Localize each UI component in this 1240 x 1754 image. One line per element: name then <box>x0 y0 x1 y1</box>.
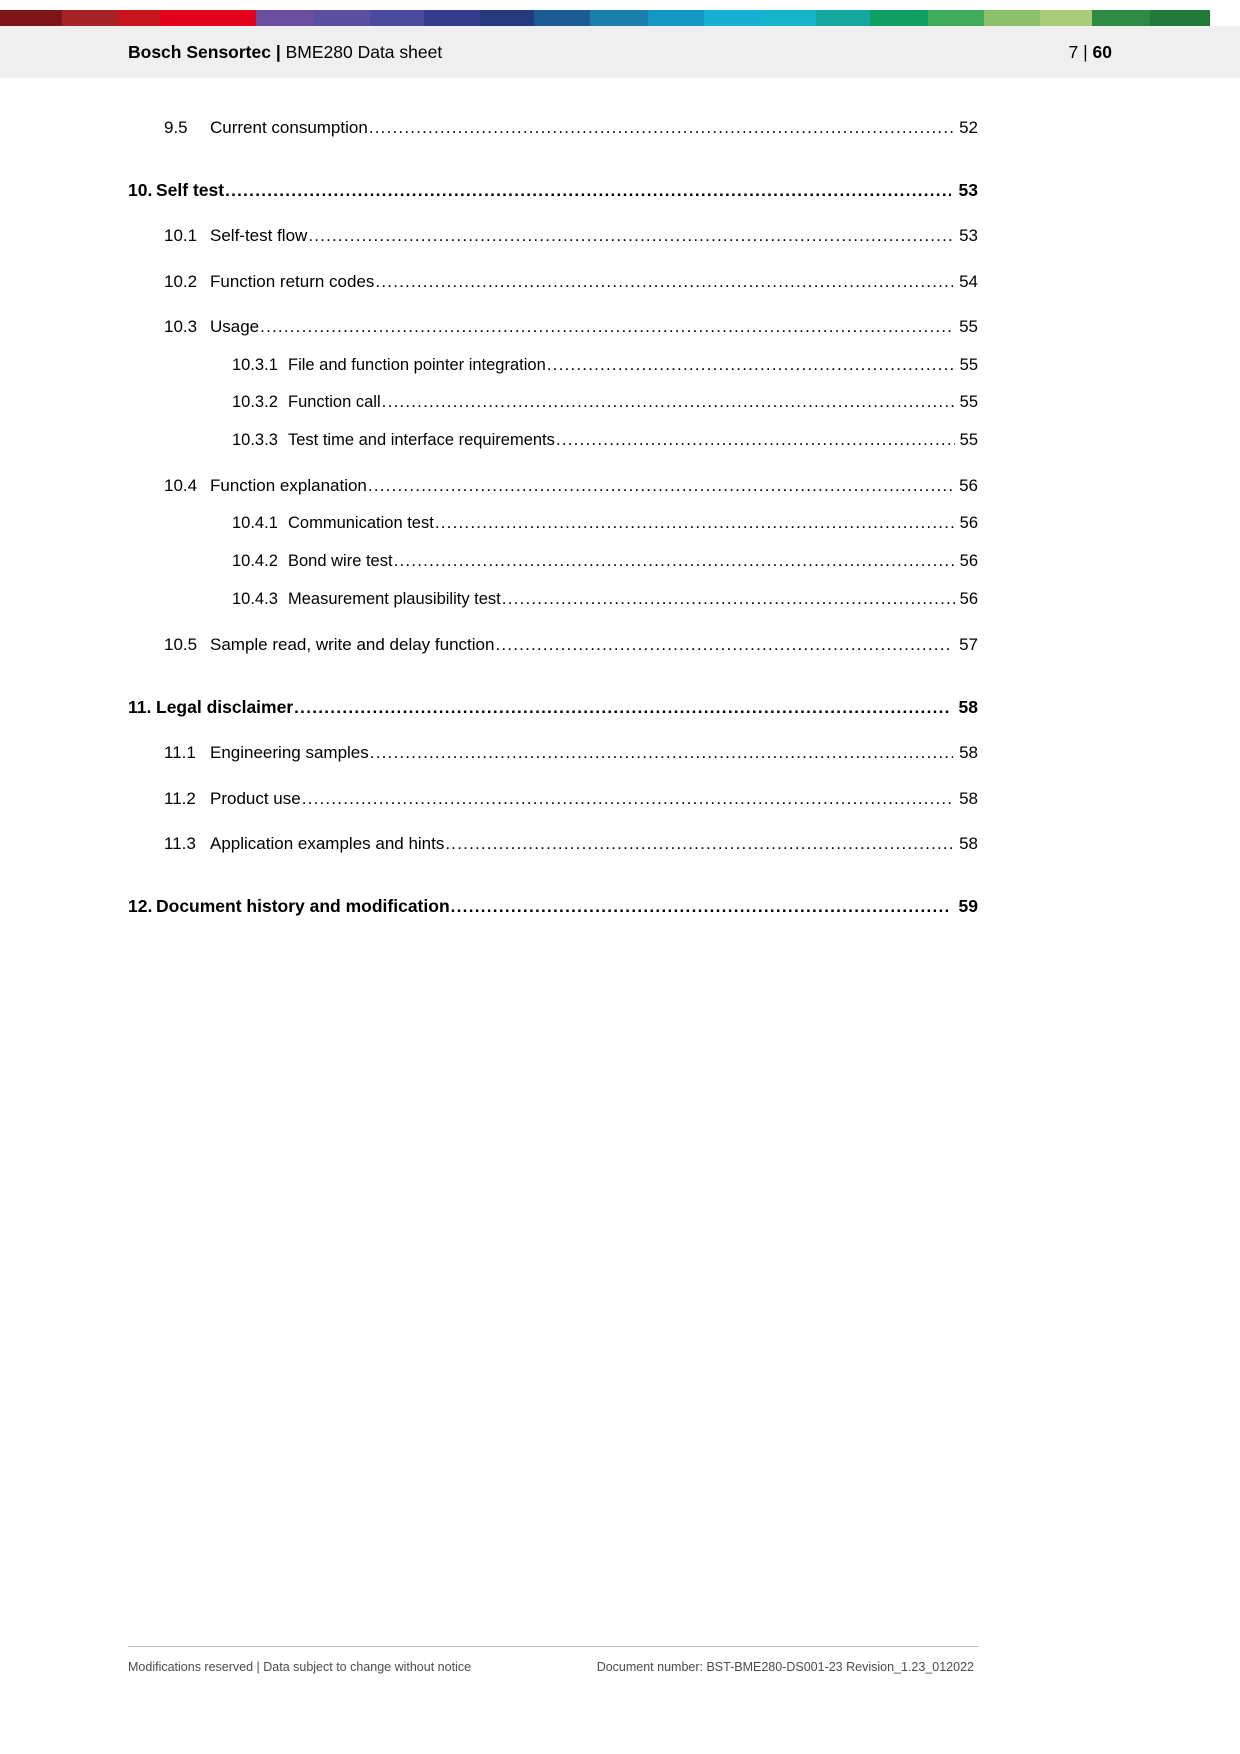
toc-entry-number: 10.3.1 <box>232 355 278 374</box>
toc-leader-dots <box>435 514 955 531</box>
color-bar-segment-21 <box>1150 10 1210 26</box>
color-bar-segment-17 <box>928 10 984 26</box>
header-document-title <box>128 42 442 63</box>
color-bar-segment-4 <box>160 10 256 26</box>
toc-entry[interactable] <box>128 118 978 138</box>
toc-entry[interactable] <box>128 226 978 246</box>
toc-entry-page: 55 <box>959 393 978 412</box>
toc-leader-dots <box>294 699 951 717</box>
toc-entry[interactable] <box>128 697 978 718</box>
toc-entry-title: File and function pointer integration <box>288 355 546 374</box>
toc-entry-page: 56 <box>959 589 978 608</box>
color-bar-segment-7 <box>370 10 424 26</box>
table-of-contents <box>128 118 978 917</box>
toc-entry[interactable] <box>128 431 978 451</box>
toc-entry-number: 10.3.3 <box>232 431 278 450</box>
toc-entry-title: Self-test flow <box>210 226 308 246</box>
header-doc-name: BME280 Data sheet <box>280 41 443 62</box>
toc-entry-number: 11. <box>128 697 152 718</box>
toc-entry[interactable] <box>128 317 978 337</box>
toc-entry[interactable] <box>128 180 978 201</box>
color-bar-segment-14 <box>762 10 816 26</box>
toc-leader-dots <box>445 835 953 852</box>
toc-entry[interactable] <box>128 393 978 413</box>
toc-entry-title: Communication test <box>288 514 434 533</box>
toc-entry-number: 10.4.1 <box>232 514 278 533</box>
color-bar-segment-6 <box>314 10 370 26</box>
toc-entry-number: 10.4.3 <box>232 589 278 608</box>
page-header <box>0 26 1240 78</box>
toc-entry-page: 59 <box>958 896 978 917</box>
toc-leader-dots <box>394 552 955 569</box>
toc-entry[interactable] <box>128 356 978 376</box>
toc-entry[interactable] <box>128 272 978 292</box>
toc-entry[interactable] <box>128 514 978 534</box>
toc-entry-title: Function call <box>288 393 381 412</box>
toc-entry[interactable] <box>128 789 978 809</box>
toc-entry-title: Legal disclaimer <box>156 697 294 718</box>
toc-entry[interactable] <box>128 896 978 917</box>
toc-entry-page: 58 <box>959 833 978 853</box>
toc-entry-page: 55 <box>959 317 978 337</box>
color-bar-segment-16 <box>870 10 928 26</box>
toc-leader-dots <box>302 790 953 807</box>
toc-entry-title: Test time and interface requirements <box>288 431 555 450</box>
toc-leader-dots <box>382 393 955 410</box>
toc-entry-number: 11.3 <box>164 833 196 853</box>
toc-entry-title: Application examples and hints <box>210 833 445 853</box>
toc-entry-number: 11.2 <box>164 788 196 808</box>
toc-leader-dots <box>260 318 953 335</box>
toc-entry-title: Document history and modification <box>156 896 450 917</box>
toc-entry[interactable] <box>128 834 978 854</box>
toc-entry-page: 52 <box>959 118 978 137</box>
footer-disclaimer: Modifications reserved | Data subject to change without notice <box>128 1660 472 1674</box>
color-bar-segment-13 <box>704 10 762 26</box>
toc-leader-dots <box>308 227 953 244</box>
toc-entry[interactable] <box>128 635 978 655</box>
footer-document-number: Document number: BST-BME280-DS001-23 Revision_1.23_012022 <box>596 1660 974 1674</box>
toc-entry[interactable] <box>128 743 978 763</box>
footer-divider <box>128 1646 978 1647</box>
color-bar-segment-3 <box>118 10 160 26</box>
toc-entry-number: 10.4.2 <box>232 552 278 571</box>
toc-entry-number: 10.4 <box>164 475 198 495</box>
toc-leader-dots <box>225 182 951 200</box>
toc-entry-number: 10.5 <box>164 634 198 654</box>
toc-entry-number: 10.2 <box>164 271 198 291</box>
toc-leader-dots <box>451 898 951 916</box>
page-footer <box>128 1660 978 1674</box>
toc-entry-title: Engineering samples <box>210 743 369 763</box>
toc-leader-dots <box>502 590 955 607</box>
color-bar-segment-15 <box>816 10 870 26</box>
toc-entry-title: Product use <box>210 788 301 808</box>
toc-entry-title: Bond wire test <box>288 552 393 571</box>
color-bar-segment-9 <box>480 10 534 26</box>
color-bar-segment-5 <box>256 10 314 26</box>
toc-entry-number: 10.1 <box>164 226 198 246</box>
toc-entry-page: 56 <box>959 475 978 495</box>
toc-entry-number: 12. <box>128 896 153 917</box>
toc-entry-page: 56 <box>959 514 978 533</box>
color-bar-segment-1 <box>0 10 62 26</box>
color-bar-segment-18 <box>984 10 1040 26</box>
toc-entry-page: 56 <box>959 552 978 571</box>
color-bar-segment-12 <box>648 10 704 26</box>
toc-entry[interactable] <box>128 476 978 496</box>
toc-entry[interactable] <box>128 552 978 572</box>
toc-entry-page: 58 <box>958 697 978 718</box>
header-page-current: 7 | <box>1068 41 1093 62</box>
toc-entry-number: 10. <box>128 180 153 201</box>
toc-leader-dots <box>556 431 955 448</box>
toc-entry-title: Current consumption <box>210 118 368 137</box>
toc-entry-page: 53 <box>958 180 978 201</box>
toc-entry-page: 55 <box>959 431 978 450</box>
toc-entry-page: 57 <box>959 634 978 654</box>
toc-leader-dots <box>368 477 953 494</box>
toc-entry-page: 58 <box>959 743 978 763</box>
brand-color-bar <box>0 10 1240 26</box>
color-bar-segment-10 <box>534 10 590 26</box>
header-brand: Bosch Sensortec | <box>128 41 281 62</box>
toc-entry-number: 11.1 <box>164 743 196 763</box>
toc-leader-dots <box>375 273 953 290</box>
color-bar-segment-20 <box>1092 10 1150 26</box>
toc-entry-title: Sample read, write and delay function <box>210 634 495 654</box>
toc-entry-page: 55 <box>959 355 978 374</box>
toc-entry[interactable] <box>128 590 978 610</box>
toc-entry-title: Usage <box>210 317 260 337</box>
toc-entry-title: Self test <box>156 180 225 201</box>
toc-leader-dots <box>547 356 955 373</box>
toc-entry-title: Measurement plausibility test <box>288 589 501 608</box>
toc-entry-number: 10.3.2 <box>232 393 278 412</box>
toc-entry-number: 10.3 <box>164 317 198 337</box>
toc-leader-dots <box>370 744 953 761</box>
toc-leader-dots <box>369 119 953 136</box>
toc-entry-title: Function explanation <box>210 475 367 495</box>
toc-entry-title: Function return codes <box>210 271 375 291</box>
toc-entry-page: 58 <box>959 788 978 808</box>
toc-entry-number: 9.5 <box>164 118 188 137</box>
header-page-number <box>1069 42 1112 63</box>
toc-leader-dots <box>495 636 953 653</box>
color-bar-segment-8 <box>424 10 480 26</box>
toc-entry-page: 54 <box>959 271 978 291</box>
color-bar-segment-11 <box>590 10 648 26</box>
header-page-total: 60 <box>1092 41 1112 62</box>
color-bar-segment-19 <box>1040 10 1092 26</box>
color-bar-segment-2 <box>62 10 118 26</box>
toc-entry-page: 53 <box>959 226 978 246</box>
